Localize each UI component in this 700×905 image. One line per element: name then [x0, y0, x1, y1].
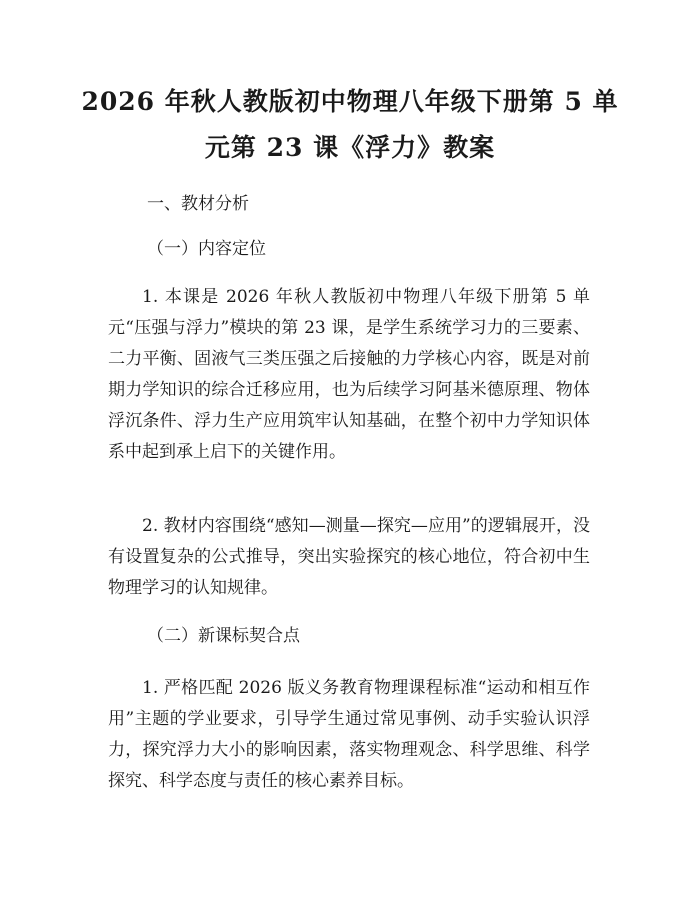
document-title-line-2: 元第 23 课《浮力》教案 — [204, 133, 496, 162]
subsection-heading-curriculum-alignment: （二）新课标契合点 — [147, 626, 300, 646]
paragraph-curriculum-alignment-1: 1. 严格匹配 2026 版义务教育物理课程标准“运动和相互作用”主题的学业要求，引导学生通过常见事例、动手实验认识浮力，探究浮力大小的影响因素，落实物理观念、科学思维、科学探究、科学态度与责任的核心素养目标。 — [108, 678, 590, 791]
section-heading-textbook-analysis: 一、教材分析 — [147, 194, 249, 214]
paragraph-content-positioning-1: 1. 本课是 2026 年秋人教版初中物理八年级下册第 5 单元“压强与浮力”模块的第 23 课，是学生系统学习力的三要素、二力平衡、固液气三类压强之后接触的力学核心内容，既是对前期力学知识的综合迁移应用，也为后续学习阿基米德原理、物体浮沉条件、浮力生产应用筑牢认知基础，在整个初中力学知识体系中起到承上启下的关键作用。 — [108, 287, 590, 462]
document-title-line-1: 2026 年秋人教版初中物理八年级下册第 5 单 — [81, 87, 619, 116]
subsection-heading-content-positioning: （一）内容定位 — [147, 239, 266, 259]
paragraph-content-positioning-2: 2. 教材内容围绕“感知—测量—探究—应用”的逻辑展开，没有设置复杂的公式推导，突出实验探究的核心地位，符合初中生物理学习的认知规律。 — [108, 516, 590, 598]
